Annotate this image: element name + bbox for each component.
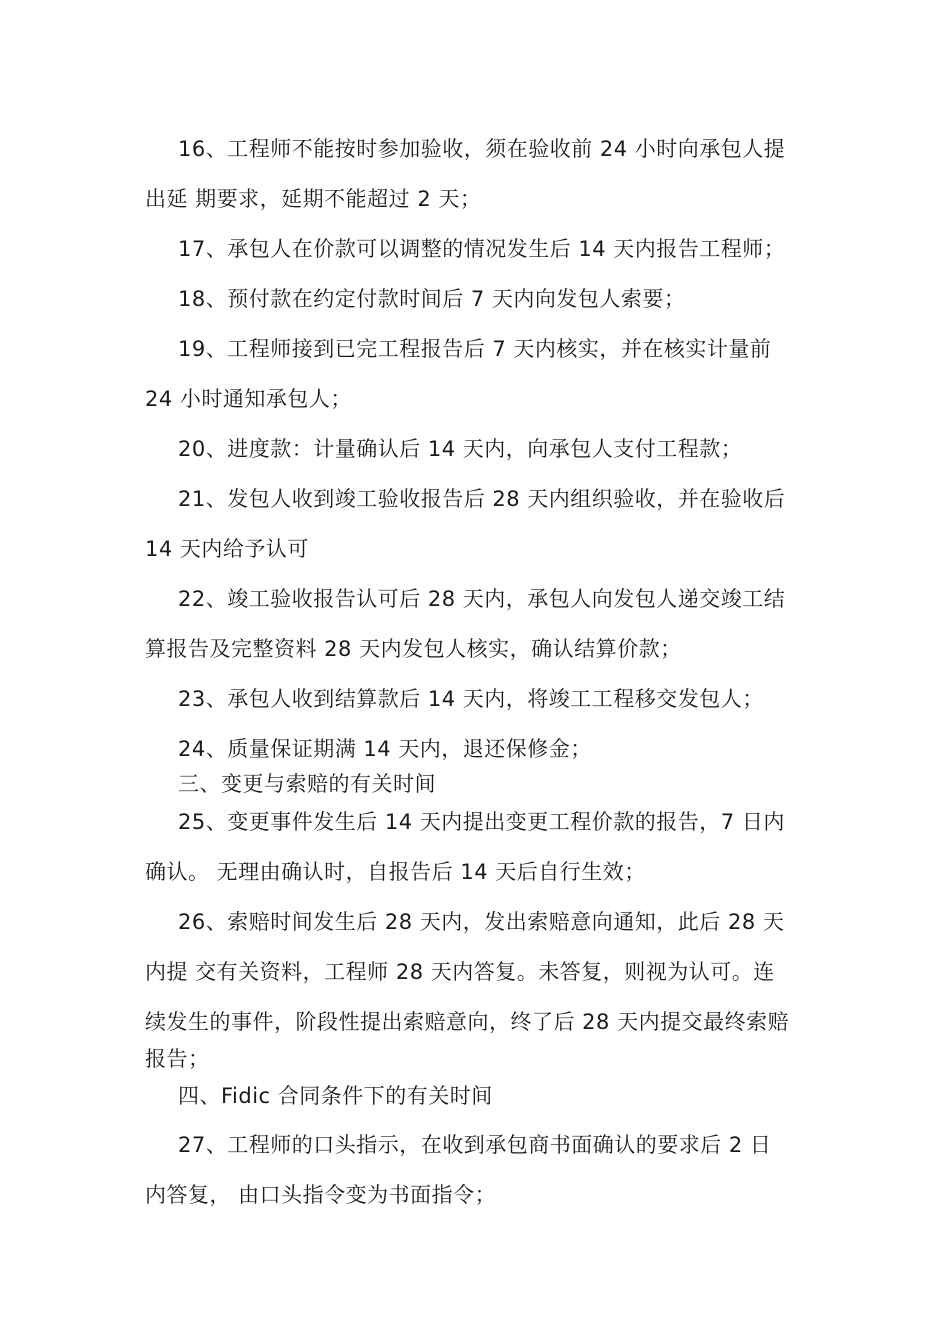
paragraph-line: 20、进度款：计量确认后 14 天内，向承包人支付工程款； — [178, 437, 743, 461]
paragraph-line: 24 小时通知承包人； — [145, 387, 352, 411]
paragraph-line: 24、质量保证期满 14 天内，退还保修金； — [178, 737, 592, 761]
paragraph-line: 16、工程师不能按时参加验收，须在验收前 24 小时向承包人提 — [178, 137, 786, 161]
paragraph-line: 21、发包人收到竣工验收报告后 28 天内组织验收，并在验收后 — [178, 487, 786, 511]
paragraph-line: 26、索赔时间发生后 28 天内，发出索赔意向通知，此后 28 天 — [178, 910, 785, 934]
paragraph-line: 14 天内给予认可 — [145, 537, 309, 561]
paragraph-line: 23、承包人收到结算款后 14 天内，将竣工工程移交发包人； — [178, 687, 764, 711]
paragraph-line: 出延 期要求，延期不能超过 2 天； — [145, 187, 482, 211]
paragraph-line: 内提 交有关资料，工程师 28 天内答复。未答复，则视为认可。连 — [145, 960, 775, 984]
paragraph-line: 18、预付款在约定付款时间后 7 天内向发包人索要； — [178, 287, 686, 311]
paragraph-line: 25、变更事件发生后 14 天内提出变更工程价款的报告，7 日内 — [178, 810, 785, 834]
paragraph-line: 22、竣工验收报告认可后 28 天内，承包人向发包人递交竣工结 — [178, 587, 786, 611]
paragraph-line: 算报告及完整资料 28 天内发包人核实，确认结算价款； — [145, 637, 682, 661]
section-heading: 三、变更与索赔的有关时间 — [178, 772, 436, 796]
paragraph-line: 续发生的事件，阶段性提出索赔意向，终了后 28 天内提交最终索赔 — [145, 1010, 790, 1034]
paragraph-line: 报告； — [145, 1047, 210, 1071]
paragraph-line: 19、工程师接到已完工程报告后 7 天内核实，并在核实计量前 — [178, 337, 772, 361]
paragraph-line: 27、工程师的口头指示，在收到承包商书面确认的要求后 2 日 — [178, 1133, 772, 1157]
paragraph-line: 内答复， 由口头指令变为书面指令； — [145, 1183, 497, 1207]
paragraph-line: 确认。 无理由确认时，自报告后 14 天后自行生效； — [145, 860, 646, 884]
paragraph-line: 17、承包人在价款可以调整的情况发生后 14 天内报告工程师； — [178, 237, 786, 261]
section-heading: 四、Fidic 合同条件下的有关时间 — [178, 1084, 493, 1108]
